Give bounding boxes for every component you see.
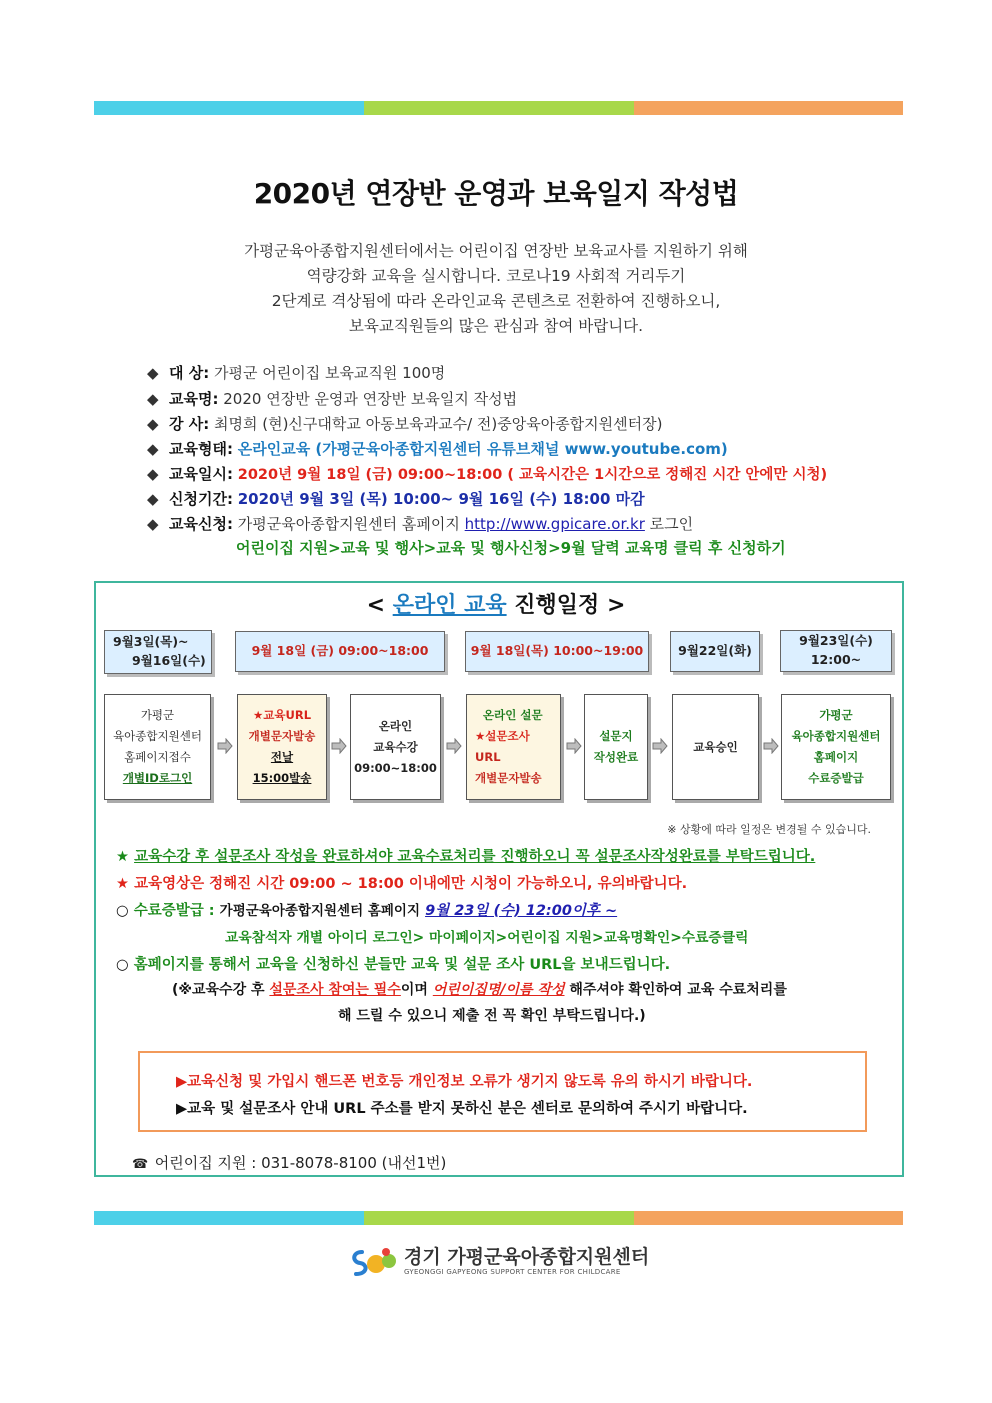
step-line: 온라인 (378, 718, 413, 733)
date-line: 9월23일(수) (799, 633, 873, 649)
step-box-register (104, 694, 211, 800)
note-text: 어린이집명/이름 작성 (432, 982, 565, 998)
intro-line: 보육교직원들의 많은 관심과 참여 바랍니다. (348, 317, 644, 335)
info-target (147, 362, 445, 383)
logo-subtitle: GYEONGGI GAPYEONG SUPPORT CENTER FOR CHILDCARE (404, 1268, 621, 1276)
circle-bullet-icon: ○ (116, 903, 129, 919)
step-line: 개별문자발송 (475, 771, 542, 785)
bracket-close: > (606, 593, 626, 618)
date-line: 9월16일(수) (132, 652, 206, 668)
diamond-bullet-icon: ◆ (147, 415, 159, 433)
top-color-bar (94, 101, 903, 115)
note-text: 교육수강 후 설문조사 작성을 완료하셔야 교육수료처리를 진행하오니 꼭 설문조사작성완료를 부탁드립니다. (134, 849, 816, 865)
page-title: 2020년 연장반 운영과 보육일지 작성법 (253, 177, 739, 210)
diamond-bullet-icon: ◆ (147, 515, 159, 533)
center-logo-icon (348, 1244, 400, 1280)
footer-logo (348, 1244, 649, 1280)
arrow-right-icon (217, 738, 233, 754)
date-line: 9월 18일 (금) 09:00~18:00 (251, 643, 429, 659)
warning-line: ▶교육신청 및 가입시 핸드폰 번호등 개인정보 오류가 생기지 않도록 유의 하시기 바랍니다. (176, 1074, 753, 1090)
note-label: 수료증발급 : (133, 903, 215, 919)
note-text: (※교육수강 후 (172, 982, 265, 998)
note-viewing-time (116, 872, 687, 893)
note-paren-line2: 해 드릴 수 있으니 제출 전 꼭 확인 부탁드립니다.) (338, 1008, 646, 1024)
note-text: 해주셔야 확인하여 교육 수료처리를 (569, 982, 787, 998)
step-box-survey-done (584, 694, 648, 800)
step-line: 개별문자발송 (248, 729, 316, 743)
info-datetime (147, 463, 827, 484)
date-line: 12:00~ (810, 652, 862, 667)
star-icon: ★ (116, 849, 129, 865)
diamond-bullet-icon: ◆ (147, 364, 159, 382)
info-lecturer (147, 413, 662, 434)
step-box-approval (672, 694, 759, 800)
info-label: 신청기간: (169, 490, 233, 508)
warning-box (138, 1051, 867, 1132)
info-label: 교육신청: (169, 515, 233, 533)
schedule-title-highlight: 온라인 교육 (392, 593, 507, 618)
info-value: 2020 연장반 운영과 연장반 보육일지 작성법 (223, 390, 518, 408)
note-text: 교육영상은 정해진 시간 09:00 ~ 18:00 이내에만 시청이 가능하오니, 유의바랍니다. (134, 876, 688, 892)
step-line: 작성완료 (593, 750, 639, 764)
note-text: 홈페이지를 통해서 교육을 신청하신 분들만 교육 및 설문 조사 URL을 보내드립니다. (133, 957, 671, 973)
step-line: 수료증발급 (808, 771, 864, 785)
date-box (670, 631, 760, 672)
step-line: 육아종합지원센터 (113, 729, 202, 743)
schedule-title-rest: 진행일정 (514, 593, 600, 618)
bracket-open: < (366, 593, 386, 618)
homepage-link[interactable]: http://www.gpicare.or.kr (464, 515, 645, 533)
step-line: 홈페이지 (813, 750, 859, 764)
bar-segment-green (364, 101, 634, 115)
info-format (147, 438, 728, 459)
date-box (235, 631, 445, 672)
diamond-bullet-icon: ◆ (147, 465, 159, 483)
step-line: 가평군 (140, 708, 175, 722)
info-course (147, 388, 517, 409)
step-line: 홈페이지접수 (124, 750, 191, 764)
bar-segment-blue (94, 1211, 364, 1225)
step-line: 가평군 (819, 708, 853, 722)
step-line: ★설문조사 (475, 729, 530, 743)
step-line: URL (475, 750, 501, 764)
step-line: 전날 (270, 750, 294, 764)
arrow-right-icon (566, 738, 582, 754)
info-label: 대 상: (169, 364, 210, 382)
step-box-online-course (350, 694, 441, 800)
info-value: 2020년 9월 18일 (금) 09:00~18:00 ( 교육시간은 1시간으로 정해진 시간 안에만 시청) (237, 467, 828, 483)
note-url (116, 953, 670, 974)
diamond-bullet-icon: ◆ (147, 490, 159, 508)
note-certificate (116, 899, 617, 920)
note-cert-path: 교육참석자 개별 아이디 로그인> 마이페이지>어린이집 지원>교육명확인>수료증클릭 (225, 930, 749, 946)
step-box-url-send (237, 694, 327, 800)
bar-segment-orange (634, 101, 903, 115)
bar-segment-green (364, 1211, 634, 1225)
diamond-bullet-icon: ◆ (147, 390, 159, 408)
date-line: 9월3일(목)~ (113, 634, 189, 649)
step-line: 육아종합지원센터 (791, 729, 881, 743)
info-period (147, 488, 645, 509)
arrow-right-icon (331, 738, 347, 754)
intro-line: 역량강화 교육을 실시합니다. 코로나19 사회적 거리두기 (306, 267, 686, 285)
bottom-color-bar (94, 1211, 903, 1225)
step-line: 온라인 설문 (483, 708, 543, 722)
note-text: 설문조사 참여는 필수 (269, 982, 401, 998)
bar-segment-blue (94, 101, 364, 115)
schedule-title (0, 588, 992, 619)
info-label: 교육형태: (169, 440, 233, 458)
star-icon: ★ (116, 876, 129, 892)
info-label: 교육일시: (169, 465, 233, 483)
step-line: 교육승인 (693, 739, 738, 754)
date-line: 9월 18일(목) 10:00~19:00 (470, 643, 644, 659)
contact-phone (132, 1152, 446, 1173)
diamond-bullet-icon: ◆ (147, 440, 159, 458)
circle-bullet-icon: ○ (116, 957, 129, 973)
info-label: 강 사: (169, 415, 210, 433)
step-line: 설문지 (599, 729, 633, 743)
bar-segment-orange (634, 1211, 903, 1225)
info-value: 온라인교육 (가평군육아종합지원센터 유튜브채널 www.youtube.com) (237, 440, 728, 458)
note-text: 가평군육아종합지원센터 홈페이지 (219, 903, 420, 919)
step-line: 개별ID로그인 (122, 771, 193, 785)
step-line: 15:00발송 (252, 771, 312, 785)
note-date: 9월 23일 (수) 12:00이후 ~ (425, 903, 618, 919)
note-survey-required (116, 845, 815, 866)
date-box (104, 630, 212, 674)
date-line: 9월22일(화) (678, 643, 752, 659)
info-value: 어린이집 지원>교육 및 행사>교육 및 행사신청>9월 달력 교육명 클릭 후 신청하기 (236, 539, 786, 557)
arrow-right-icon (652, 738, 668, 754)
info-value: 가평군 어린이집 보육교직원 100명 (213, 364, 446, 382)
phone-text: 어린이집 지원 : 031-8078-8100 (내선1번) (154, 1154, 447, 1172)
arrow-right-icon (763, 738, 779, 754)
info-apply-path (236, 537, 786, 558)
intro-line: 2단계로 격상됨에 따라 온라인교육 콘텐츠로 전환하여 진행하오니, (271, 292, 721, 310)
info-value: 2020년 9월 3일 (목) 10:00~ 9월 16일 (수) 18:00 마감 (237, 490, 645, 508)
step-line: 09:00~18:00 (354, 760, 437, 775)
schedule-disclaimer: ※ 상황에 따라 일정은 변경될 수 있습니다. (667, 823, 871, 836)
info-label: 교육명: (169, 390, 219, 408)
warning-line: ▶교육 및 설문조사 안내 URL 주소를 받지 못하신 분은 센터로 문의하여 주시기 바랍니다. (176, 1101, 748, 1117)
logo-name: 경기 가평군육아종합지원센터 (404, 1246, 650, 1268)
phone-icon: ☎ (132, 1157, 149, 1172)
info-value: 최명희 (현)신구대학교 아동보육과교수/ 전)중앙육아종합지원센터장) (213, 415, 663, 433)
step-box-survey-send (466, 694, 561, 800)
step-box-certificate (781, 694, 891, 800)
note-text: 이며 (400, 982, 428, 998)
date-box (780, 630, 892, 672)
note-paren-line1 (172, 979, 787, 999)
arrow-right-icon (446, 738, 462, 754)
info-value: 가평군육아종합지원센터 홈페이지 (237, 515, 460, 533)
intro-line: 가평군육아종합지원센터에서는 어린이집 연장반 보육교사를 지원하기 위해 (244, 242, 748, 260)
step-line: 교육수강 (373, 739, 418, 754)
info-value: 로그인 (649, 515, 694, 533)
info-apply (147, 513, 693, 534)
step-line: ★교육URL (252, 708, 312, 722)
date-box (465, 631, 649, 672)
